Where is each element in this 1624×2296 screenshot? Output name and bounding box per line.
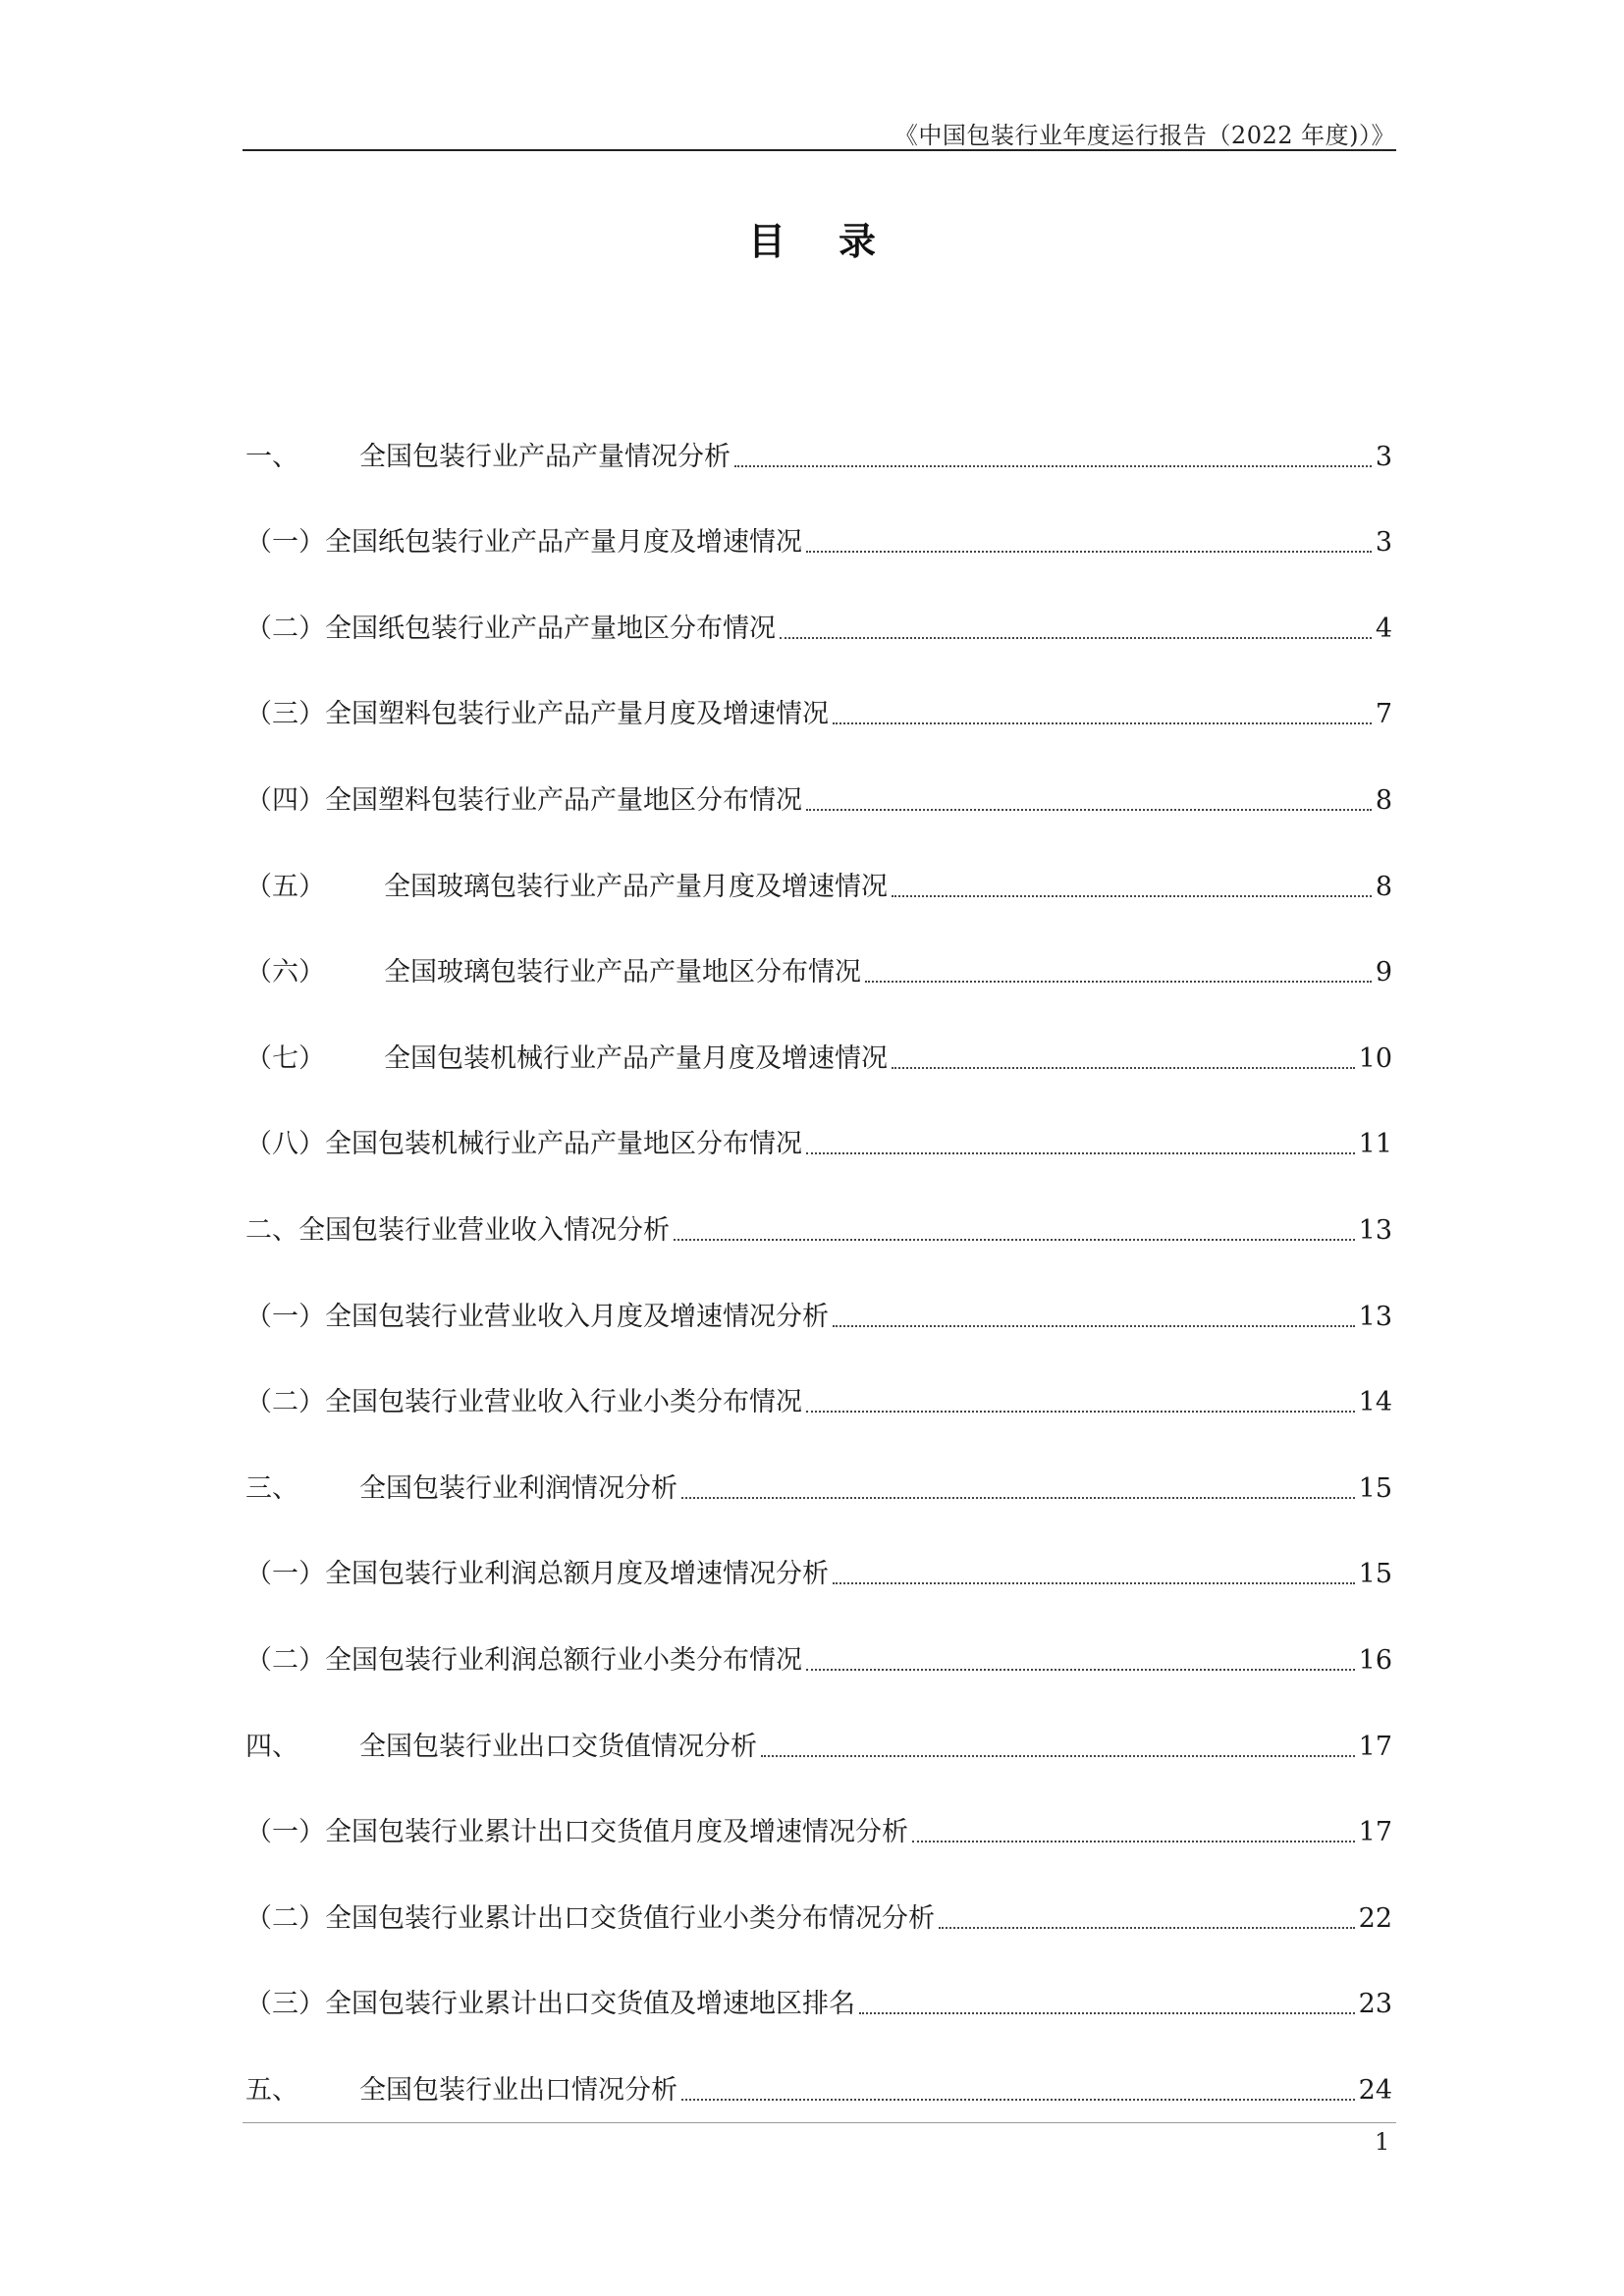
toc-entry-number: （二）	[245, 1644, 325, 1676]
toc-entry[interactable]	[245, 1251, 1392, 1337]
toc-entry-title: 全国包装机械行业产品产量月度及增速情况	[384, 1042, 888, 1074]
toc-entry-page: 11	[1358, 1129, 1392, 1160]
toc-entry-number: （七）	[245, 1042, 325, 1074]
toc-entry[interactable]	[245, 2024, 1392, 2110]
toc-entry-leader	[761, 1755, 1355, 1757]
toc-entry-leader	[833, 1582, 1355, 1584]
toc-entry-leader	[912, 1841, 1355, 1842]
toc-entry-number: （二）	[245, 1902, 325, 1934]
toc-entry[interactable]	[245, 992, 1392, 1079]
toc-entry[interactable]	[245, 1422, 1392, 1509]
toc-entry-page: 24	[1358, 2074, 1392, 2106]
toc-entry-title: 全国包装行业累计出口交货值及增速地区排名	[325, 1989, 855, 2020]
toc-entry-number: 五、	[245, 2074, 298, 2106]
toc-entry-title: 全国玻璃包装行业产品产量地区分布情况	[384, 957, 861, 988]
toc-entry-leader	[806, 1411, 1355, 1413]
toc-entry[interactable]	[245, 1767, 1392, 1853]
header-rule	[243, 149, 1396, 151]
toc-list	[245, 391, 1392, 2110]
toc-entry-title: 全国包装机械行业产品产量地区分布情况	[325, 1129, 802, 1160]
toc-entry-title: 全国包装行业利润总额行业小类分布情况	[325, 1644, 802, 1676]
toc-entry-page: 17	[1358, 1817, 1392, 1848]
toc-entry-number: 三、	[245, 1472, 298, 1504]
toc-entry[interactable]	[245, 907, 1392, 993]
toc-entry[interactable]	[245, 1164, 1392, 1251]
toc-entry-title: 全国包装行业产品产量情况分析	[359, 441, 731, 472]
toc-entry-number: （六）	[245, 957, 325, 988]
toc-entry-page: 14	[1358, 1387, 1392, 1418]
toc-entry-title: 全国塑料包装行业产品产量地区分布情况	[325, 784, 802, 816]
toc-entry[interactable]	[245, 1337, 1392, 1423]
toc-entry-page: 23	[1358, 1989, 1392, 2020]
toc-entry-page: 16	[1358, 1644, 1392, 1676]
toc-entry-page: 17	[1358, 1731, 1392, 1762]
toc-entry-page: 3	[1375, 441, 1392, 472]
toc-entry[interactable]	[245, 1594, 1392, 1681]
toc-entry-page: 13	[1358, 1301, 1392, 1332]
toc-entry[interactable]	[245, 821, 1392, 907]
toc-entry-number: （二）	[245, 613, 325, 644]
toc-entry-number: 一、	[245, 441, 298, 472]
toc-entry-number: （八）	[245, 1129, 325, 1160]
toc-entry-page: 10	[1358, 1042, 1392, 1074]
toc-entry-title: 全国包装行业出口交货值情况分析	[359, 1731, 757, 1762]
toc-entry-title: 全国包装行业营业收入情况分析	[298, 1214, 670, 1246]
toc-entry-leader	[681, 2099, 1355, 2101]
toc-entry-page: 3	[1375, 527, 1392, 559]
toc-entry-page: 15	[1358, 1472, 1392, 1504]
toc-entry-page: 8	[1375, 871, 1392, 902]
toc-entry-leader	[780, 637, 1372, 639]
toc-entry-title: 全国包装行业利润情况分析	[359, 1472, 677, 1504]
toc-entry[interactable]	[245, 734, 1392, 821]
toc-entry-title: 全国包装行业营业收入行业小类分布情况	[325, 1387, 802, 1418]
toc-entry-number: （一）	[245, 527, 325, 559]
toc-entry-page: 8	[1375, 784, 1392, 816]
toc-entry-leader	[939, 1927, 1355, 1929]
toc-entry-page: 7	[1375, 699, 1392, 730]
toc-entry-leader	[833, 722, 1372, 724]
toc-entry-title: 全国包装行业营业收入月度及增速情况分析	[325, 1301, 829, 1332]
toc-entry[interactable]	[245, 1939, 1392, 2025]
toc-entry-leader	[865, 981, 1372, 983]
toc-entry-leader	[806, 1669, 1355, 1671]
page-number: 1	[1375, 2128, 1390, 2156]
toc-entry-leader	[681, 1497, 1355, 1499]
toc-entry-title: 全国包装行业出口情况分析	[359, 2074, 677, 2106]
toc-entry-number: （一）	[245, 1817, 325, 1848]
toc-entry-leader	[674, 1239, 1355, 1241]
toc-entry-number: 二、	[245, 1214, 298, 1246]
toc-entry-number: （三）	[245, 1989, 325, 2020]
toc-entry[interactable]	[245, 1681, 1392, 1767]
toc-entry[interactable]	[245, 562, 1392, 649]
toc-entry[interactable]	[245, 649, 1392, 735]
toc-entry[interactable]	[245, 1509, 1392, 1595]
toc-entry-leader	[859, 2012, 1355, 2014]
toc-entry[interactable]	[245, 477, 1392, 563]
toc-entry-number: （三）	[245, 699, 325, 730]
toc-title: 目录	[747, 220, 929, 263]
toc-entry-number: （四）	[245, 784, 325, 816]
toc-entry[interactable]	[245, 1079, 1392, 1165]
toc-entry-title: 全国包装行业累计出口交货值行业小类分布情况分析	[325, 1902, 935, 1934]
toc-entry-title: 全国塑料包装行业产品产量月度及增速情况	[325, 699, 829, 730]
toc-entry[interactable]	[245, 391, 1392, 477]
toc-entry-number: （一）	[245, 1559, 325, 1590]
toc-entry-title: 全国纸包装行业产品产量月度及增速情况	[325, 527, 802, 559]
toc-entry-leader	[806, 551, 1372, 553]
toc-entry-page: 13	[1358, 1214, 1392, 1246]
toc-entry[interactable]	[245, 1852, 1392, 1939]
toc-entry-page: 9	[1375, 957, 1392, 988]
toc-entry-page: 4	[1375, 613, 1392, 644]
toc-entry-title: 全国玻璃包装行业产品产量月度及增速情况	[384, 871, 888, 902]
toc-entry-page: 15	[1358, 1559, 1392, 1590]
toc-entry-leader	[806, 1152, 1355, 1154]
toc-entry-leader	[892, 1067, 1355, 1069]
toc-entry-leader	[806, 809, 1372, 811]
toc-entry-leader	[892, 895, 1372, 897]
toc-entry-number: （二）	[245, 1387, 325, 1418]
running-header: 《中国包装行业年度运行报告（2022 年度)）》	[893, 122, 1395, 149]
toc-entry-page: 22	[1358, 1902, 1392, 1934]
footer-rule	[243, 2122, 1396, 2123]
toc-entry-leader	[734, 465, 1372, 467]
toc-entry-title: 全国包装行业利润总额月度及增速情况分析	[325, 1559, 829, 1590]
toc-entry-title: 全国包装行业累计出口交货值月度及增速情况分析	[325, 1817, 908, 1848]
toc-entry-number: （一）	[245, 1301, 325, 1332]
toc-entry-number: 四、	[245, 1731, 298, 1762]
toc-entry-title: 全国纸包装行业产品产量地区分布情况	[325, 613, 776, 644]
toc-entry-number: （五）	[245, 871, 325, 902]
toc-entry-leader	[833, 1325, 1355, 1327]
